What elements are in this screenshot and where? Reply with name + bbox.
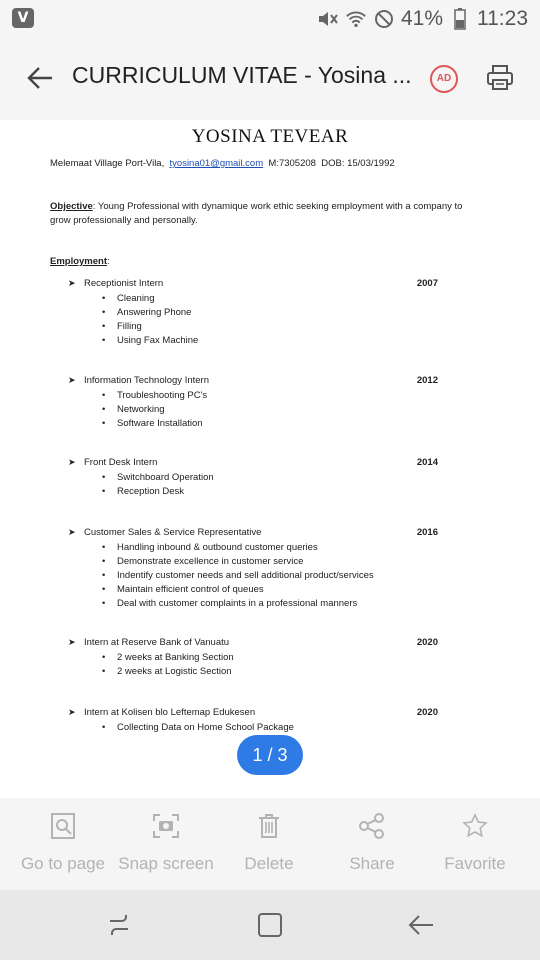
task-item: • Switchboard Operation [102,471,438,485]
task-item: • Using Fax Machine [102,334,438,348]
task-item: • 2 weeks at Logistic Section [102,665,438,679]
task-item: • Networking [102,403,438,417]
navigation-bar [0,890,540,960]
arrow-bullet-icon: ➤ [68,707,76,717]
back-icon[interactable] [406,910,436,940]
ad-block-icon[interactable]: AD [430,65,458,93]
favorite-label: Favorite [444,854,506,873]
email-link[interactable]: tyosina01@gmail.com [169,158,264,169]
job-title: Customer Sales & Service Representative [84,527,262,538]
job-title: Intern at Reserve Bank of Vanuatu [84,637,230,648]
contact-line [50,158,395,169]
objective-text: : Young Professional with dynamique work ethic seeking employment with a company to grow professionally and personally. [50,201,463,226]
camera-icon [152,812,180,840]
arrow-bullet-icon: ➤ [68,375,76,385]
objective-label: Objective [50,201,93,212]
favorite-button[interactable] [421,798,529,890]
status-icons [317,6,528,32]
trash-icon [255,812,283,840]
go-to-page-button[interactable] [9,798,117,890]
home-icon[interactable] [255,910,285,940]
recent-apps-icon[interactable] [104,910,134,940]
address: Melemaat Village Port-Vila, [50,158,165,169]
job-title: Intern at Kolisen blo Leftemap Edukesen [84,707,256,718]
task-item: • 2 weeks at Banking Section [102,651,438,665]
back-arrow-icon[interactable] [22,60,58,96]
share-button[interactable] [318,798,426,890]
job-year: 2020 [416,707,438,718]
task-item: • Maintain efficient control of queues [102,583,438,597]
task-item: • Deal with customer complaints in a professional manners [102,597,438,611]
document-viewer[interactable] [0,120,540,798]
job-year: 2012 [416,375,438,386]
task-item: • Filling [102,320,438,334]
mute-icon [317,8,339,30]
delete-button[interactable] [215,798,323,890]
arrow-bullet-icon: ➤ [68,278,76,288]
task-item: • Reception Desk [102,485,438,499]
share-icon [358,812,386,840]
job-entry [68,707,438,735]
job-entry [68,375,438,431]
status-bar [0,0,540,38]
battery-percent: 41% [400,7,443,30]
snap-screen-button[interactable] [112,798,220,890]
clock: 11:23 [477,7,528,30]
battery-icon [449,8,471,30]
job-year: 2007 [416,278,438,289]
print-icon[interactable] [484,62,516,94]
job-year: 2014 [416,457,438,468]
document-title: CURRICULUM VITAE - Yosina ... [72,62,412,88]
job-year: 2020 [416,637,438,648]
action-bar [0,798,540,890]
go-to-page-icon [49,812,77,840]
date-of-birth: DOB: 15/03/1992 [321,158,395,169]
job-title: Information Technology Intern [84,375,209,386]
task-item: • Troubleshooting PC's [102,389,438,403]
objective [50,200,470,228]
job-entry [68,637,438,679]
delete-label: Delete [244,854,294,873]
job-year: 2016 [416,527,438,538]
task-item: • Cleaning [102,292,438,306]
task-item: • Collecting Data on Home School Package [102,721,438,735]
task-item: • Handling inbound & outbound customer queries [102,541,438,555]
job-entry [68,527,438,611]
share-label: Share [349,854,395,873]
cv-name: YOSINA TEVEAR [191,126,349,147]
task-item: • Answering Phone [102,306,438,320]
page-indicator: 1 / 3 [237,735,303,775]
task-item: • Software Installation [102,417,438,431]
job-entry [68,457,438,499]
employment-heading: Employment: [50,256,110,267]
task-item: • Indentify customer needs and sell additional product/services [102,569,438,583]
job-title: Receptionist Intern [84,278,164,289]
star-icon [461,812,489,840]
do-not-disturb-icon [373,8,395,30]
task-item: • Demonstrate excellence in customer service [102,555,438,569]
arrow-bullet-icon: ➤ [68,457,76,467]
snap-screen-label: Snap screen [118,854,214,873]
app-notification-icon: V [12,8,34,28]
job-entry [68,278,438,348]
mobile: M:7305208 [268,158,316,169]
job-title: Front Desk Intern [84,457,158,468]
toolbar [0,38,540,120]
go-to-page-label: Go to page [20,854,106,873]
wifi-icon [345,8,367,30]
arrow-bullet-icon: ➤ [68,527,76,537]
arrow-bullet-icon: ➤ [68,637,76,647]
